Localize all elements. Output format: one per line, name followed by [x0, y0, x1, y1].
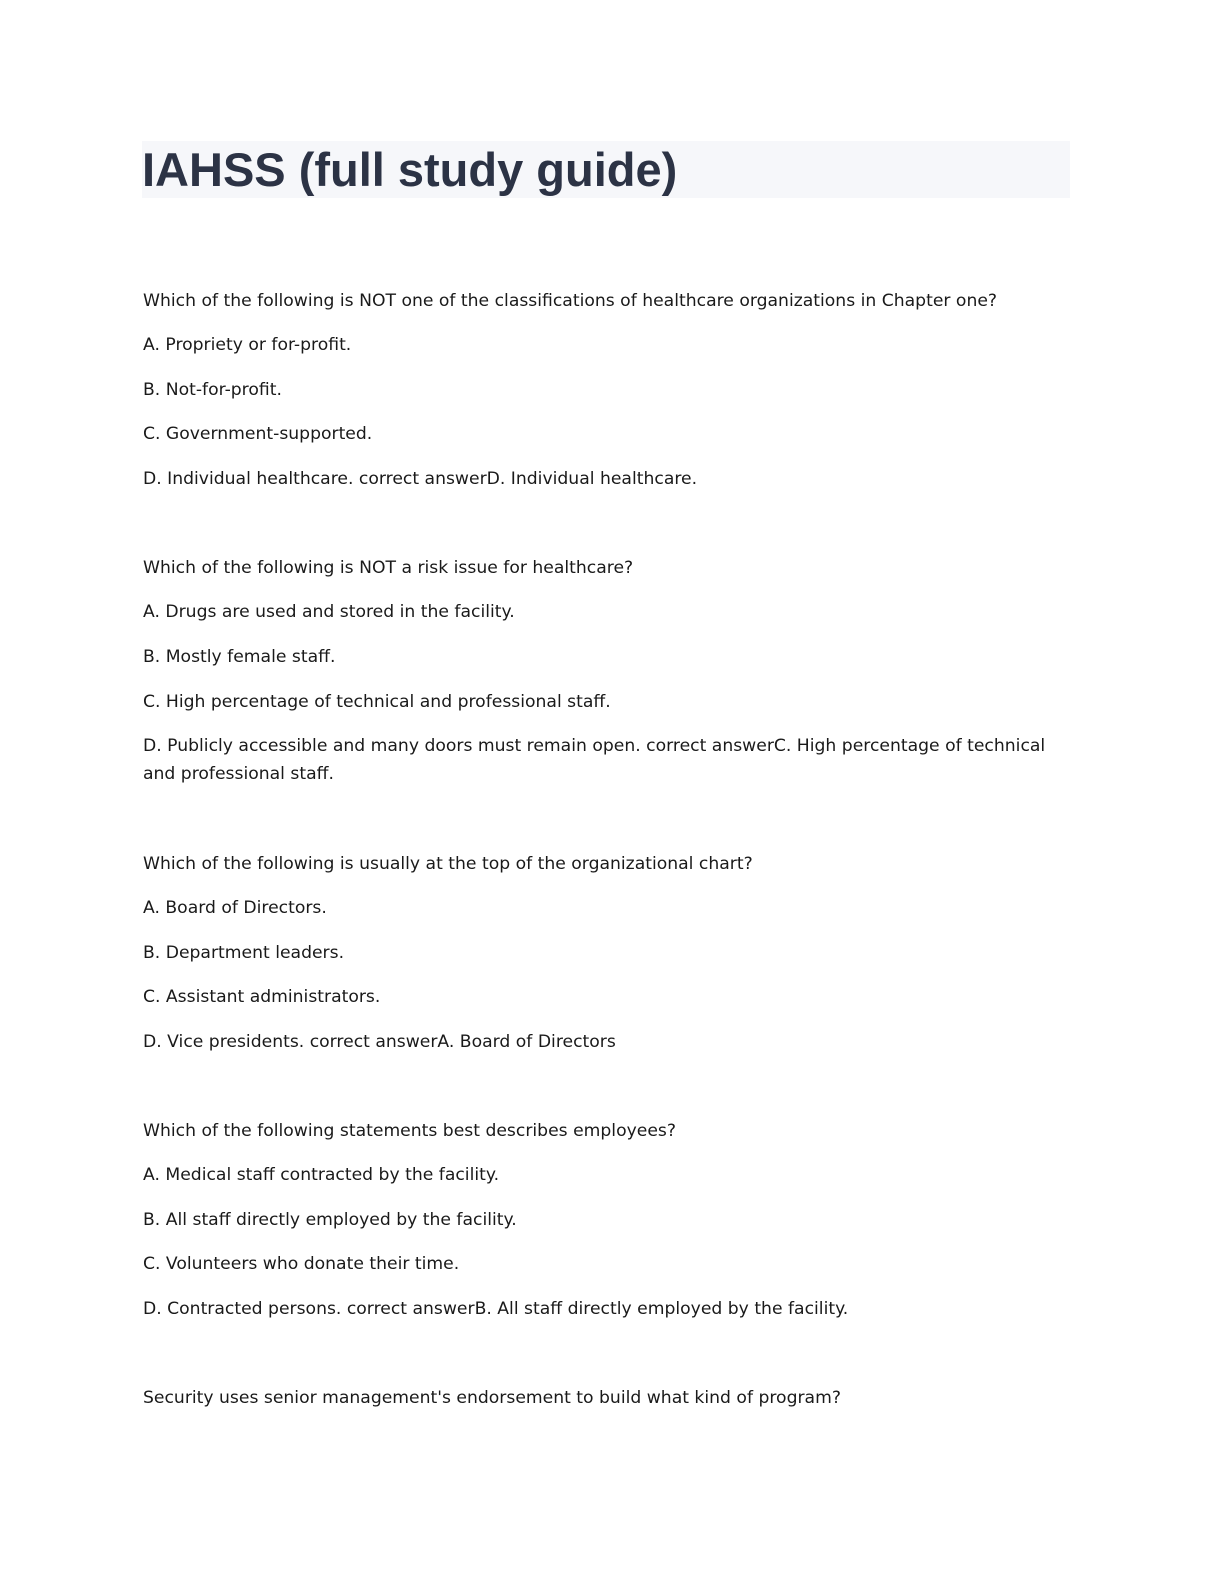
question-3-option-d: D. Vice presidents. correct answerA. Board of Directors [143, 1032, 616, 1052]
document-title: IAHSS (full study guide) [142, 143, 678, 196]
question-1-option-d: D. Individual healthcare. correct answerD. Individual healthcare. [143, 469, 698, 489]
question-4-text: Which of the following statements best describes employees? [143, 1121, 676, 1141]
question-5-text: Security uses senior management's endorsement to build what kind of program? [143, 1388, 841, 1408]
question-3-option-a: A. Board of Directors. [143, 898, 327, 918]
question-1-option-a: A. Propriety or for-profit. [143, 335, 352, 355]
question-4-option-c: C. Volunteers who donate their time. [143, 1254, 460, 1274]
question-2-text: Which of the following is NOT a risk issue for healthcare? [143, 558, 634, 578]
question-4-option-b: B. All staff directly employed by the facility. [143, 1210, 517, 1230]
question-2-option-b: B. Mostly female staff. [143, 647, 336, 667]
question-3-option-c: C. Assistant administrators. [143, 987, 381, 1007]
question-1-option-c: C. Government-supported. [143, 424, 373, 444]
question-1-text: Which of the following is NOT one of the classifications of healthcare organizations in Chapter one? [143, 291, 998, 311]
question-4-option-a: A. Medical staff contracted by the facility. [143, 1165, 500, 1185]
question-2-option-c: C. High percentage of technical and professional staff. [143, 692, 611, 712]
question-4-option-d: D. Contracted persons. correct answerB. All staff directly employed by the facility. [143, 1299, 849, 1319]
question-3-text: Which of the following is usually at the top of the organizational chart? [143, 854, 753, 874]
question-2-option-a: A. Drugs are used and stored in the facility. [143, 602, 515, 622]
question-3-option-b: B. Department leaders. [143, 943, 345, 963]
question-2-option-d: D. Publicly accessible and many doors must remain open. correct answerC. High percentage of technical and professional staff. [143, 736, 1046, 784]
question-1-option-b: B. Not-for-profit. [143, 380, 282, 400]
